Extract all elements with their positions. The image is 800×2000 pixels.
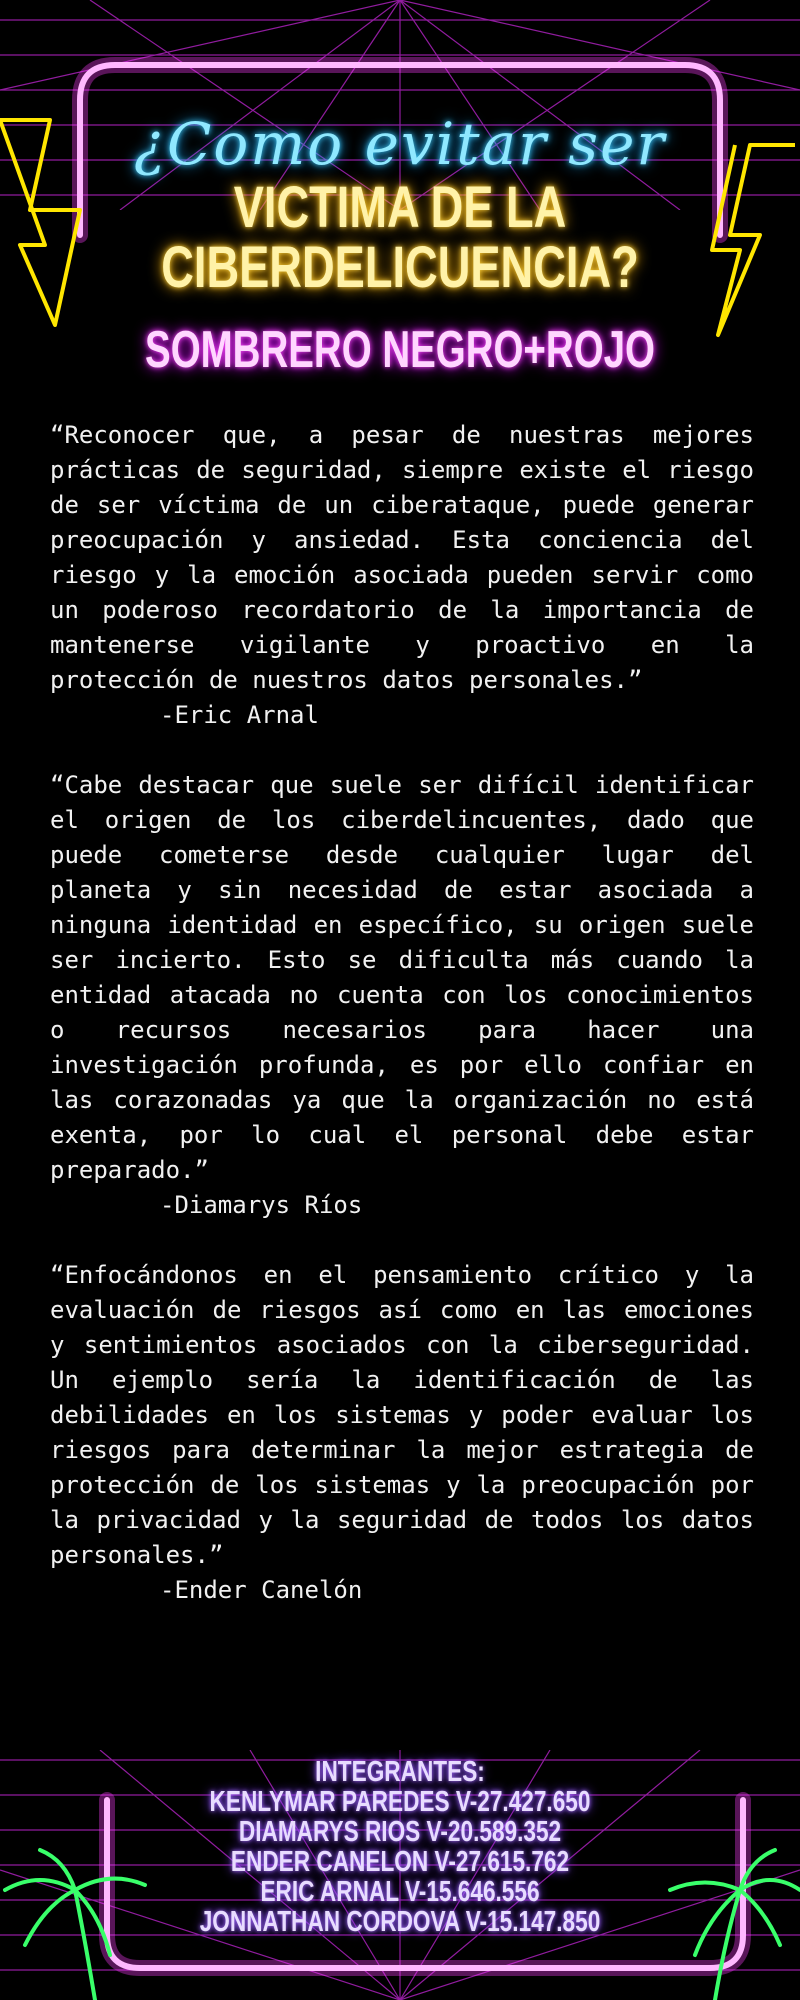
subtitle: SOMBRERO NEGRO+ROJO [145,321,655,379]
quotes-section [50,418,754,1643]
script-title: ¿Como evitar ser [133,110,667,178]
members-section [0,1757,800,1937]
member-item: DIAMARYS RIOS V-20.589.352 [238,1816,562,1848]
main-title-line2: CIBERDELICUENCIA? [161,235,639,300]
quote-block [50,418,754,733]
quote-author: -Diamarys Ríos [160,1191,363,1219]
quote-text: “Enfocándonos en el pensamiento crítico y la evaluación de riesgos así como en las emociones y sentimientos asociados con la ciberseguridad. Un ejemplo sería la identificación de las debilidades en los sistemas y poder evaluar los riesgos para determinar la mejor estrategia de protección de los sistemas y la preocupación por la privacidad y la seguridad de todos los datos personales.” [50,1261,754,1569]
member-item: KENLYMAR PAREDES V-27.427.650 [209,1786,591,1818]
members-heading: INTEGRANTES: [315,1756,485,1788]
quote-block [50,1258,754,1608]
quote-author: -Ender Canelón [160,1576,363,1604]
quote-text: “Cabe destacar que suele ser difícil identificar el origen de los ciberdelincuentes, dado que puede cometerse desde cualquier lugar del planeta y sin necesidad de estar asociada a ninguna identidad en específico, su origen suele ser incierto. Esto se dificulta más cuando la entidad atacada no cuenta con los conocimientos o recursos necesarios para hacer una investigación profunda, es por ello confiar en las corazonadas ya que la organización no está exenta, por lo cual el personal debe estar preparado.” [50,771,754,1184]
quote-block [50,768,754,1223]
main-title [88,175,712,300]
quote-author: -Eric Arnal [160,701,319,729]
main-title-line1: VICTIMA DE LA [233,175,567,240]
member-item: JONNATHAN CORDOVA V-15.147.850 [199,1906,601,1938]
member-item: ENDER CANELON V-27.615.762 [230,1846,570,1878]
member-item: ERIC ARNAL V-15.646.556 [260,1876,540,1908]
quote-text: “Reconocer que, a pesar de nuestras mejores prácticas de seguridad, siempre existe el riesgo de ser víctima de un ciberataque, puede generar preocupación y ansiedad. Esta conciencia del riesgo y la emoción asociada pueden servir como un poderoso recordatorio de la importancia de mantenerse vigilante y proactivo en la protección de nuestros datos personales.” [50,421,754,694]
